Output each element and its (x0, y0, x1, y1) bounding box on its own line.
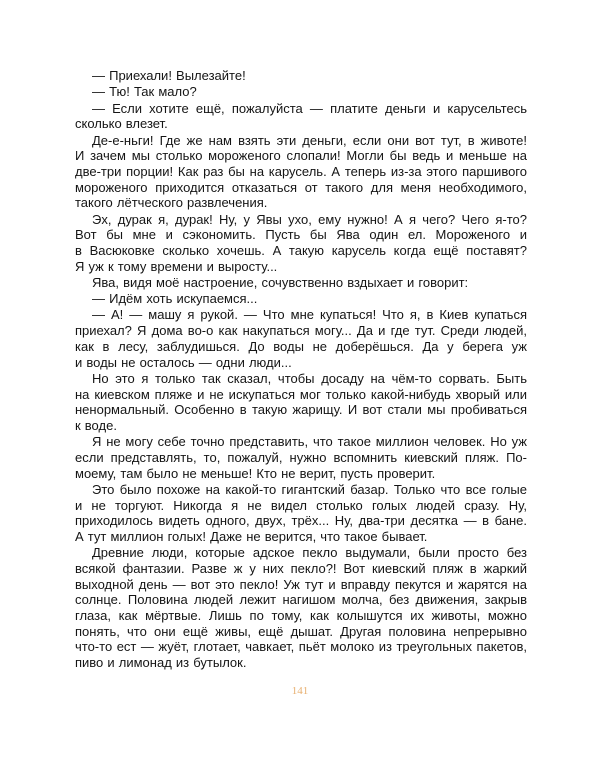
paragraph (75, 482, 527, 545)
paragraph (75, 212, 527, 275)
text-line: — Идём хоть искупаемся... (92, 291, 258, 307)
text-line: и воды не осталось — одни люди... (75, 354, 292, 370)
paragraph (75, 307, 527, 370)
page-body (75, 68, 527, 671)
text-line: Де-е-ньги! Где же нам взять эти деньги, если они вот тут, в животе! (92, 132, 527, 148)
paragraph (75, 275, 527, 291)
text-line: Эх, дурак я, дурак! Ну, у Явы ухо, ему нужно! А я чего? Чего я-то? (92, 211, 527, 227)
text-line: и не торгуют. Никогда я не видел столько голых людей сразу. Ну, (75, 497, 527, 513)
text-line: — Тю! Так мало? (92, 84, 197, 100)
text-line: мороженого приходится отказаться от такого для меня необходимого, (75, 179, 527, 195)
text-line: сколько влезет. (75, 116, 168, 132)
text-line: Ява, видя моё настроение, сочувственно вздыхает и говорит: (92, 274, 469, 290)
paragraph (75, 68, 527, 84)
text-line: И зачем мы столько мороженого слопали! Могли бы ведь и меньше на (75, 148, 527, 164)
text-line: к воде. (75, 417, 117, 433)
text-line: что-то ест — жуёт, глотает, чавкает, пьёт молоко из треугольных пакетов, (75, 639, 527, 655)
text-line: в Васюковке сколько хочешь. А такую карусель когда ещё поставят? (75, 242, 527, 258)
paragraph (75, 291, 527, 307)
text-line: на киевском пляже и не искупаться мог только какой-нибудь хворый или (75, 386, 527, 402)
text-line: две-три порции! Как раз бы на карусель. А теперь из-за этого паршивого (75, 163, 527, 179)
text-line: ненормальный. Особенно в такую жарищу. И вот стали мы пробиваться (75, 402, 527, 418)
text-line: Древние люди, которые адское пекло выдумали, были просто без (92, 545, 527, 561)
paragraph (75, 545, 527, 671)
text-line: приехал? Я дома во-о как накупаться могу... Да и где тут. Среди людей, (75, 323, 527, 339)
text-line: как в лесу, заблудишься. До воды не доберёшься. Да у берега уж (75, 338, 527, 354)
paragraph (75, 101, 527, 132)
text-line: моему, там было не меньше! Кто не верит, пусть проверит. (75, 465, 436, 481)
text-line: пиво и лимонад из бутылок. (75, 654, 247, 670)
text-line: приходилось видеть одного, двух, трёх... Ну, два-три десятка — в бане. (75, 513, 527, 529)
text-line: Вот бы мне и сэкономить. Пусть бы Ява один ел. Мороженого и (75, 227, 527, 243)
text-line: солнце. Половина людей лежит нагишом молча, без движения, закрыв (75, 592, 527, 608)
text-line: глаза, как мёртвые. Лишь по тому, как колышутся их животы, можно (75, 607, 527, 623)
text-line: Но это я только так сказал, чтобы досаду на чём-то сорвать. Быть (92, 370, 527, 386)
text-line: Я не могу себе точно представить, что такое миллион человек. Но уж (92, 434, 527, 450)
text-line: если представлять, то, пожалуй, нужно вспомнить киевский пляж. По- (75, 449, 527, 465)
text-line: — Если хотите ещё, пожалуйста — платите деньги и карусельтесь (92, 100, 527, 116)
text-line: — Приехали! Вылезайте! (92, 68, 246, 83)
text-line: А тут миллион голых! Даже не верится, что такое бывает. (75, 528, 428, 544)
text-line: Это было похоже на какой-то гигантский базар. Только что все голые (92, 481, 527, 497)
text-line: Я уж к тому времени и выросту... (75, 258, 278, 274)
text-line: такого лётческого развлечения. (75, 195, 268, 211)
page-number: 141 (291, 685, 309, 697)
text-line: выходной день — вот это пекло! Уж тут и вправду пекутся и жарятся на (75, 576, 527, 592)
paragraph (75, 133, 527, 211)
paragraph (75, 371, 527, 434)
text-line: всякой фантазии. Разве ж у них пекло?! Вот киевский пляж в жаркий (75, 560, 527, 576)
paragraph (75, 434, 527, 481)
text-line: — А! — машу я рукой. — Что мне купаться! Что я, в Киев купаться (92, 307, 527, 323)
paragraph (75, 84, 527, 100)
text-line: понять, что они ещё живы, ещё дышат. Другая половина непрерывно (75, 623, 527, 639)
